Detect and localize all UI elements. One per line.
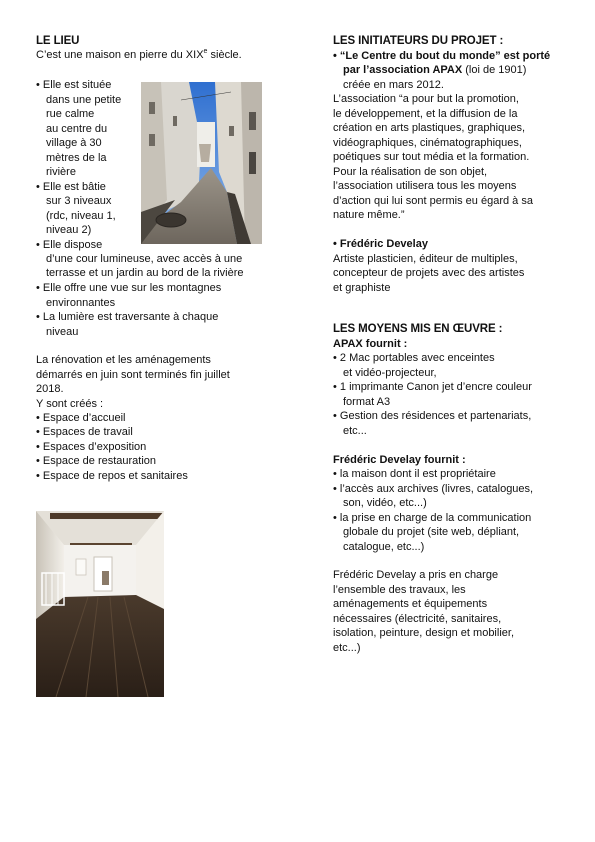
closing-text: l’ensemble des travaux, les (333, 583, 466, 596)
apax-regular-inline: (loi de 1901) (462, 64, 527, 76)
street-photo-illustration (141, 82, 262, 244)
person-desc: Artiste plasticien, éditeur de multiples, (333, 252, 518, 265)
renovation-text: La rénovation et les aménagements (36, 354, 211, 366)
space-item: • Espace de repos et sanitaires (36, 469, 188, 482)
feature-line: au centre du (46, 122, 108, 135)
feature-line: • Elle offre une vue sur les montagnes (36, 282, 222, 294)
fd-item: catalogue, etc...) (343, 540, 425, 553)
person-desc: concepteur de projets avec des artistes (333, 267, 525, 279)
apax-item: et vidéo-projecteur, (343, 366, 437, 379)
association-text: poétiques sur tout média et la formation. (333, 151, 530, 163)
intro-superscript: e (203, 48, 208, 55)
interior-photo-illustration (36, 511, 164, 697)
feature-line: (rdc, niveau 1, (46, 209, 116, 222)
feature-line: • Elle est bâtie (36, 180, 106, 193)
closing-text: aménagements et équipements (333, 598, 488, 610)
fd-item: • la prise en charge de la communication (333, 511, 532, 524)
person-desc: et graphiste (333, 281, 391, 294)
person-name: • Frédéric Develay (333, 238, 428, 250)
apax-line (343, 63, 526, 78)
apax-item: • 1 imprimante Canon jet d’encre couleur (333, 381, 532, 393)
feature-line: sur 3 niveaux (46, 195, 112, 207)
fd-item: globale du projet (site web, dépliant, (343, 526, 520, 538)
closing-text: isolation, peinture, design et mobilier, (333, 627, 514, 639)
association-text: création en arts plastiques, graphiques, (333, 122, 526, 134)
section-heading-means: LES MOYENS MIS EN ŒUVRE : (333, 323, 503, 335)
fd-provides: Frédéric Develay fournit : (333, 453, 466, 466)
renovation-text: démarrés en juin sont terminés fin juillet (36, 368, 230, 381)
apax-bold-inline: par l’association APAX (343, 64, 463, 76)
closing-text: nécessaires (électricité, sanitaires, (333, 612, 502, 625)
feature-line: mètres de la (46, 151, 107, 164)
section-heading-le-lieu: LE LIEU (36, 35, 80, 47)
created-intro: Y sont créés : (36, 397, 104, 410)
renovation-text: 2018. (36, 383, 64, 395)
space-item: • Espaces d’exposition (36, 440, 147, 453)
association-text: le développement, et la diffusion de la (333, 107, 518, 120)
apax-bold-line: • “Le Centre du bout du monde” est porté (333, 49, 551, 62)
fd-item: • la maison dont il est propriétaire (333, 468, 496, 480)
feature-line: environnantes (46, 296, 116, 309)
space-item: • Espace de restauration (36, 455, 157, 467)
apax-item: • 2 Mac portables avec enceintes (333, 352, 495, 364)
association-text: L’association “a pour but la promotion, (333, 93, 519, 105)
feature-line: niveau 2) (46, 224, 92, 236)
feature-line: rivière (46, 166, 76, 178)
apax-item: etc... (343, 424, 367, 437)
feature-line: • Elle est située (36, 79, 112, 91)
interior-photo (36, 511, 164, 697)
street-photo (141, 82, 262, 244)
apax-provides: APAX fournit : (333, 337, 408, 350)
apax-item: format A3 (343, 395, 391, 408)
space-item: • Espace d’accueil (36, 411, 126, 424)
feature-line: • La lumière est traversante à chaque (36, 311, 219, 323)
closing-text: etc...) (333, 641, 361, 654)
fd-item: • l’accès aux archives (livres, catalogues, (333, 482, 534, 495)
association-text: Pour la réalisation de son objet, (333, 165, 488, 178)
association-text: l’association utilisera tous les moyens (333, 180, 517, 192)
closing-text: Frédéric Develay a pris en charge (333, 569, 499, 581)
feature-line: rue calme (46, 108, 95, 120)
association-text: nature même.” (333, 209, 405, 221)
feature-line: • Elle dispose (36, 238, 103, 251)
feature-line: niveau (46, 325, 79, 338)
intro-text-b: siècle. (207, 49, 242, 61)
fd-item: son, vidéo, etc...) (343, 497, 427, 509)
association-text: vidéographiques, cinématographiques, (333, 136, 522, 149)
apax-item: • Gestion des résidences et partenariats, (333, 410, 532, 422)
association-text: d’action qui lui sont permis eu égard à sa (333, 194, 533, 207)
apax-line: créée en mars 2012. (343, 78, 444, 91)
feature-line: village à 30 (46, 137, 102, 149)
section-heading-initiators: LES INITIATEURS DU PROJET : (333, 35, 504, 47)
intro-text (36, 48, 242, 63)
feature-line: dans une petite (46, 93, 122, 106)
intro-text-a: C’est une maison en pierre du XIX (36, 49, 204, 61)
feature-line: d’une cour lumineuse, avec accès à une (46, 253, 243, 265)
feature-line: terrasse et un jardin au bord de la rivière (46, 267, 244, 279)
space-item: • Espaces de travail (36, 426, 133, 438)
